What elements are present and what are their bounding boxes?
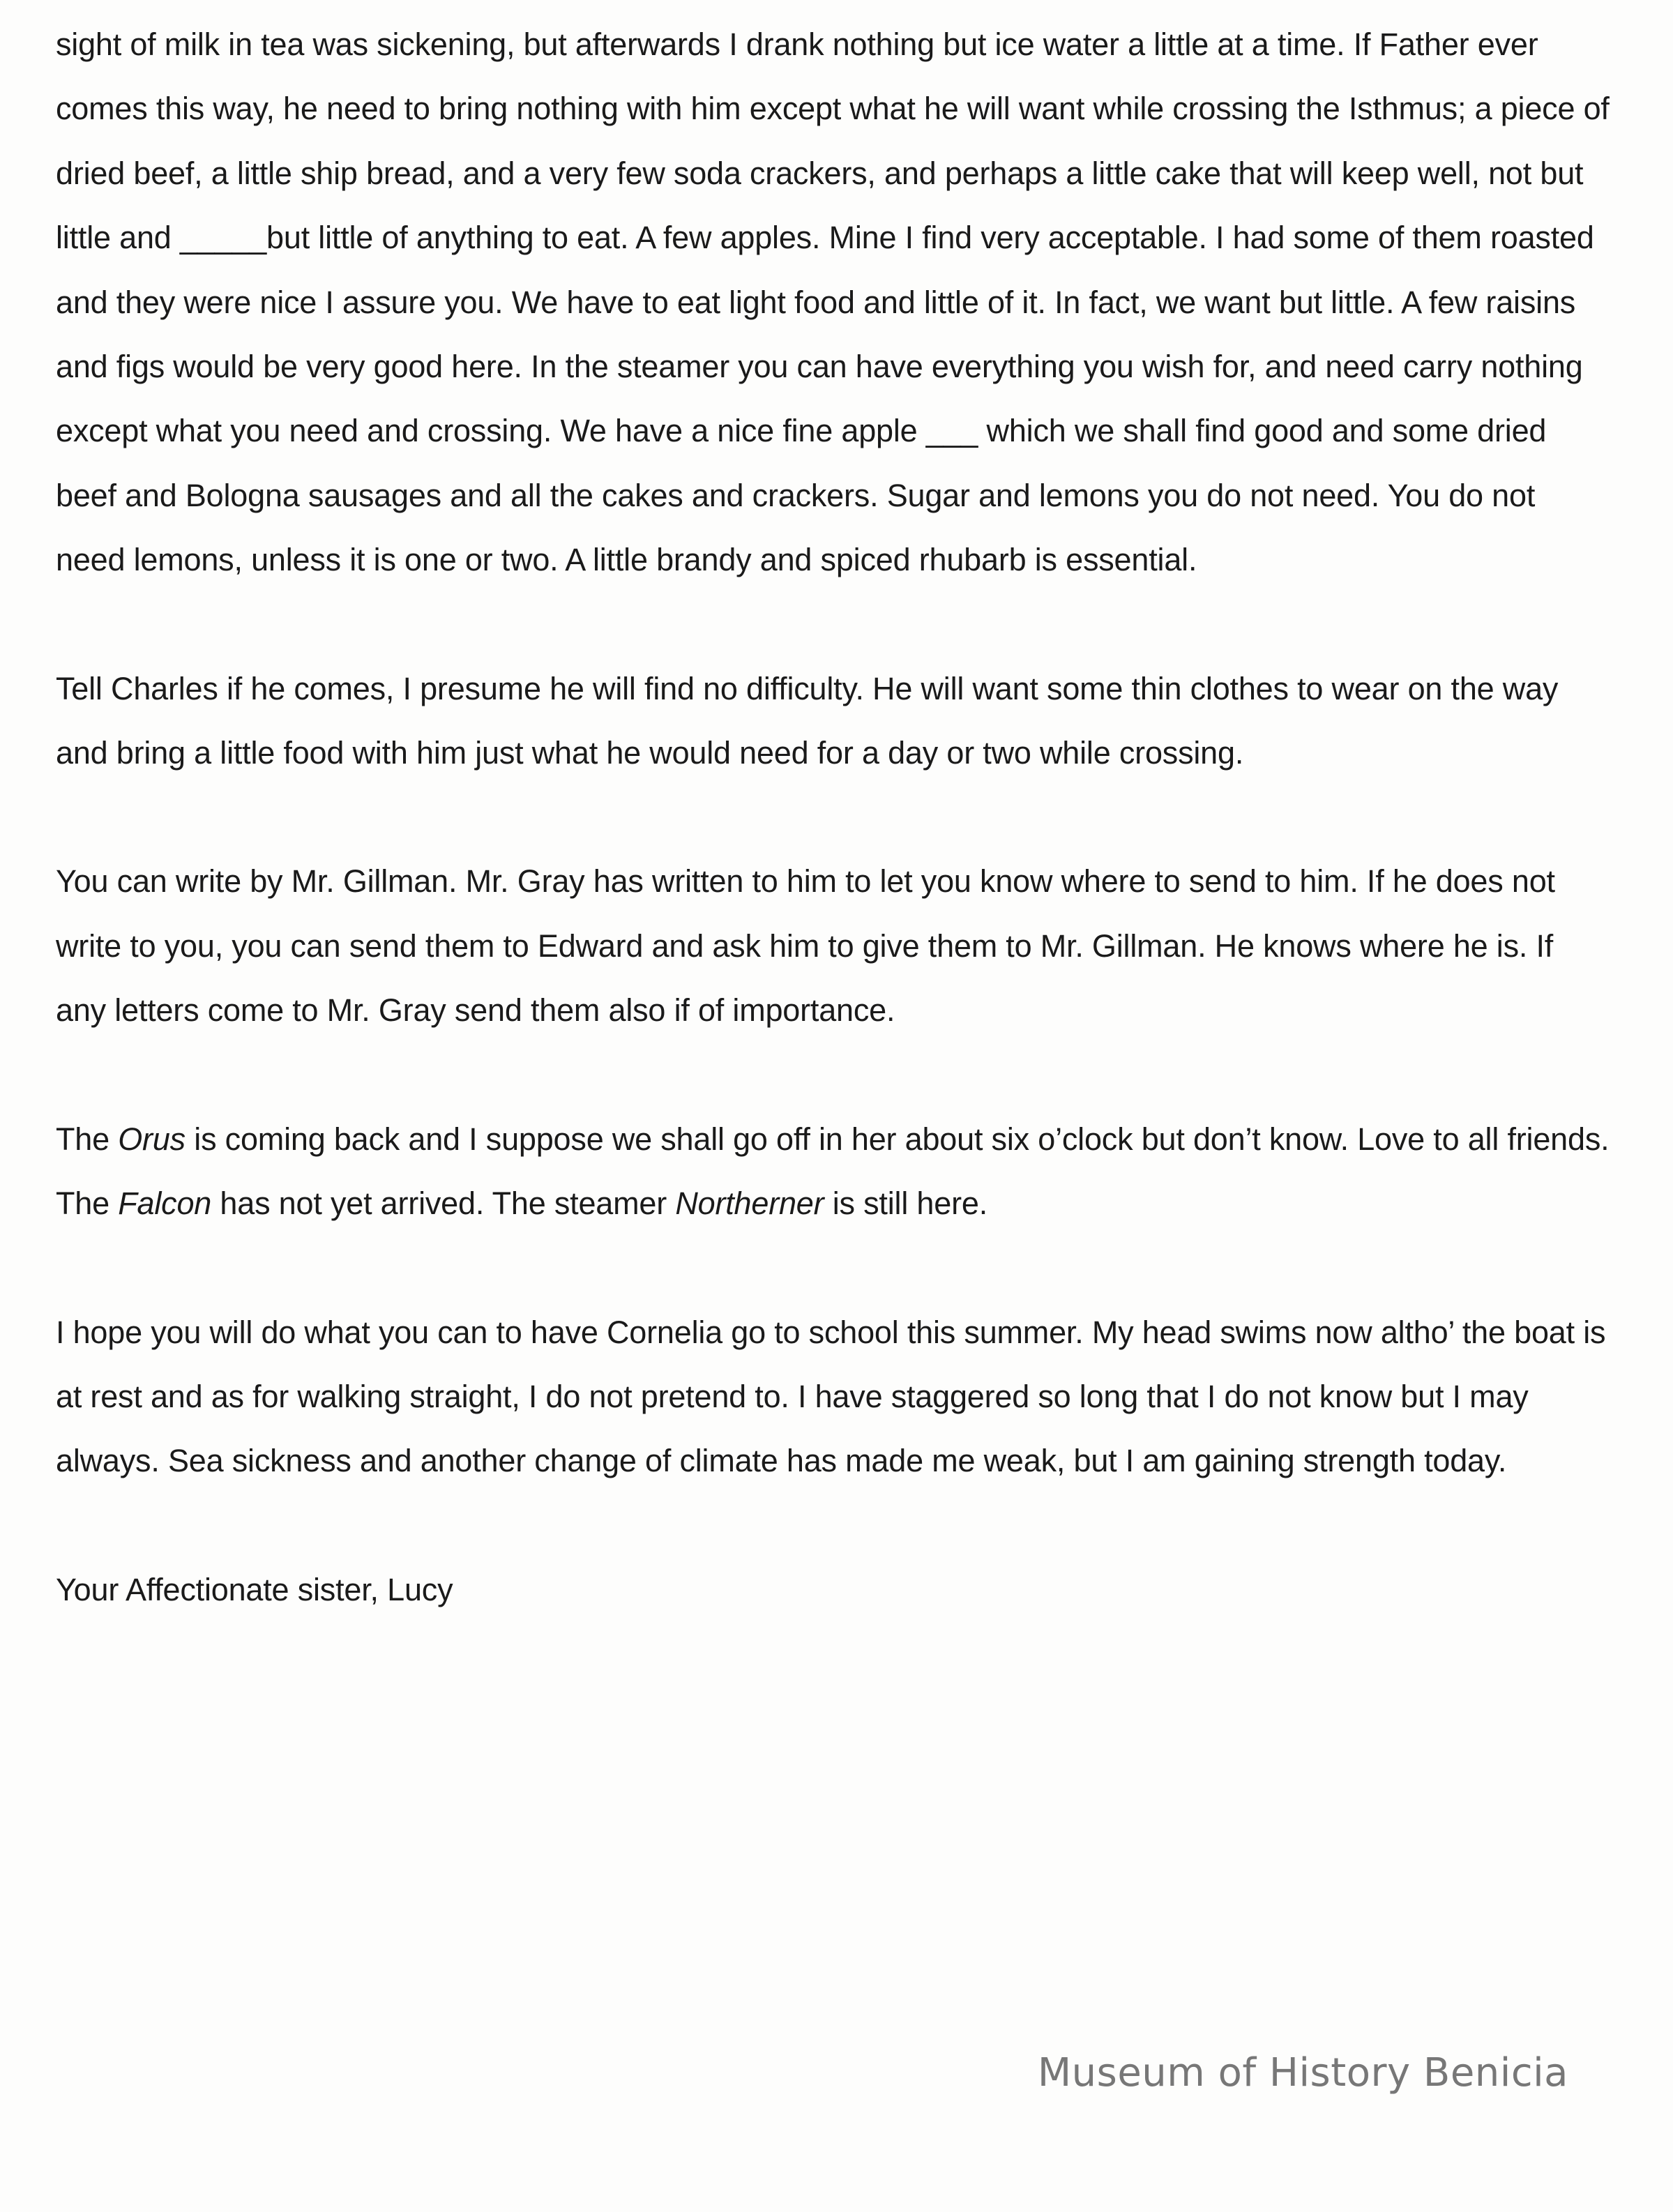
letter-paragraph-3: You can write by Mr. Gillman. Mr. Gray has written to him to let you know where to send to him. If he does not write to you, you can send them to Edward and ask him to give them to Mr. Gillman. He knows where he is. If any letters come to Mr. Gray send them also if of importance. <box>56 863 1555 1029</box>
letter-paragraph-5: I hope you will do what you can to have Cornelia go to school this summer. My head swims now altho’ the boat is at rest and as for walking straight, I do not pretend to. I have staggered so long that I do not know but I may always. Sea sickness and another change of climate has made me weak, but I am gaining strength today. <box>56 1314 1606 1479</box>
letter-body <box>56 13 1611 1622</box>
letter-paragraph-2: Tell Charles if he comes, I presume he will find no difficulty. He will want some thin clothes to wear on the way and bring a little food with him just what he would need for a day or two while crossing. <box>56 670 1559 771</box>
museum-watermark: Museum of History Benicia <box>1037 2050 1568 2096</box>
paragraph-4-text-4: is still here. <box>824 1185 987 1222</box>
letter-paragraph-4 <box>56 1107 1611 1236</box>
paragraph-4-text-2: is coming back and I suppose we shall go off in her about six o’clock but don’t know. Love to all friends. The <box>56 1121 1610 1222</box>
ship-name-northerner: Northerner <box>675 1185 824 1222</box>
ship-name-falcon: Falcon <box>118 1185 212 1222</box>
ship-name-orus: Orus <box>118 1121 186 1157</box>
letter-signoff: Your Affectionate sister, Lucy <box>56 1571 453 1607</box>
paragraph-4-text-1: The <box>56 1121 119 1157</box>
letter-paragraph-1: sight of milk in tea was sickening, but afterwards I drank nothing but ice water a little at a time. If Father ever comes this way, he need to bring nothing with him except what he will want while crossing the Isthmus; a piece of dried beef, a little ship bread, and a very few soda crackers, and perhaps a little cake that will keep well, not but little and _____but little of anything to eat. A few apples. Mine I find very acceptable. I had some of them roasted and they were nice I assure you. We have to eat light food and little of it. In fact, we want but little. A few raisins and figs would be very good here. In the steamer you can have everything you wish for, and need carry nothing except what you need and crossing. We have a nice fine apple ___ which we shall find good and some dried beef and Bologna sausages and all the cakes and crackers. Sugar and lemons you do not need. You do not need lemons, unless it is one or two. A little brandy and spiced rhubarb is essential. <box>56 26 1610 578</box>
paragraph-4-text-3: has not yet arrived. The steamer <box>211 1185 676 1222</box>
